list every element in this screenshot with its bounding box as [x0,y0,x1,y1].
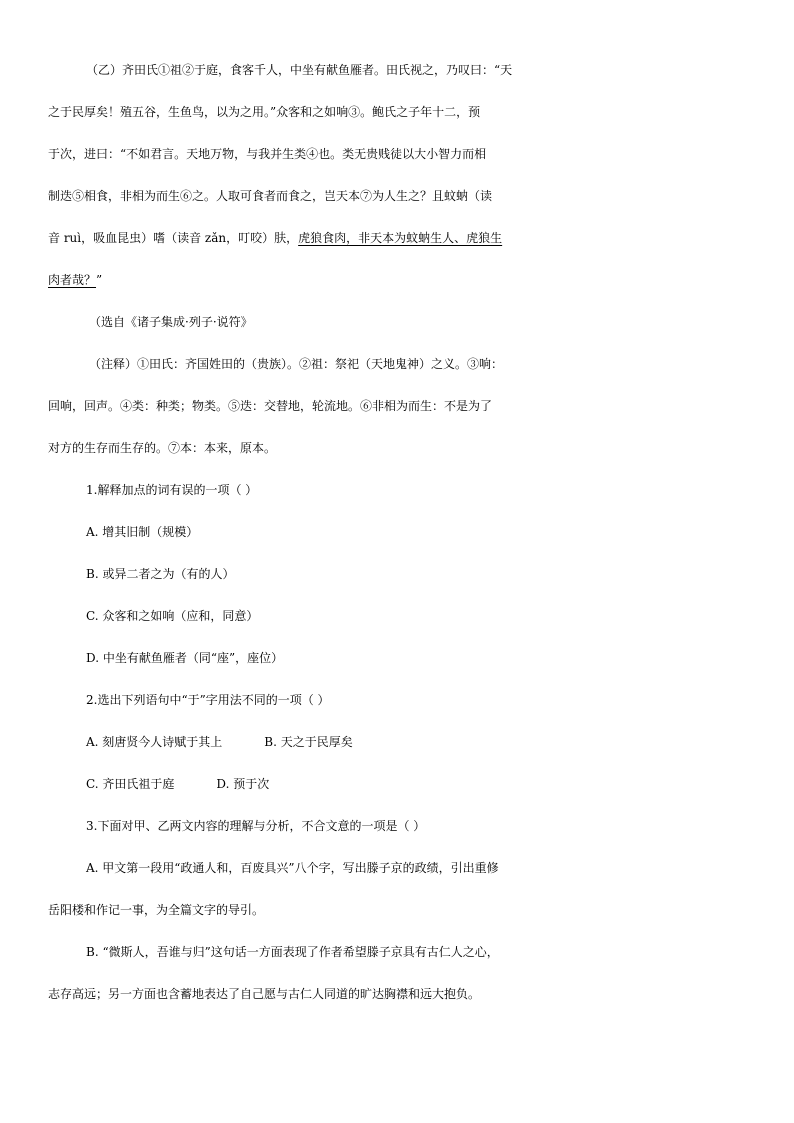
question-2-option-a: A. 刻唐贤今人诗赋于其上 [86,735,223,749]
passage-line-1: （乙）齐田氏①祖②于庭，食客千人，中坐有献鱼雁者。田氏视之，乃叹曰：“天 [86,63,513,77]
question-2-options-row-1 [0,731,794,753]
question-2-option-d: D. 预于次 [216,777,270,791]
question-1-option-d: D. 中坐有献鱼雁者（同“座”，座位） [86,651,284,665]
notes-line-1: （注释）①田氏：齐国姓田的（贵族）。②祖：祭祀（天地鬼神）之义。③响： [89,357,504,371]
question-2-option-c: C. 齐田氏祖于庭 [86,777,175,791]
notes-line-2: 回响，回声。④类：种类；物类。⑤迭：交替地，轮流地。⑥非相为而生：不是为了 [48,399,493,413]
question-3-stem: 3.下面对甲、乙两文内容的理解与分析，不合文意的一项是（ ） [86,819,426,833]
question-2-stem: 2.选出下列语句中“于”字用法不同的一项（ ） [86,693,330,707]
question-2-options-row-2 [0,773,794,795]
passage-line-6 [0,269,794,291]
question-3-option-a-line-2: 岳阳楼和作记一事，为全篇文字的导引。 [48,903,265,917]
underlined-sentence-part-2: 肉者哉？ [48,273,97,287]
passage-line-3: 于次，进曰：“不如君言。天地万物，与我并生类④也。类无贵贱徒以大小智力而相 [48,147,487,161]
question-2-option-b: B. 天之于民厚矣 [264,735,353,749]
question-3-option-b-line-1: B. “微斯人，吾谁与归”这句话一方面表现了作者希望滕子京具有古仁人之心， [86,945,499,959]
question-3-option-a-line-1: A. 甲文第一段用“政通人和，百废具兴”八个字，写出滕子京的政绩，引出重修 [86,861,499,875]
notes-line-3: 对方的生存而生存的。⑦本：本来，原本。 [48,441,277,455]
question-1-option-b: B. 或异二者之为（有的人） [86,567,235,581]
passage-line-4: 制迭⑤相食，非相为而生⑥之。人取可食者而食之，岂天本⑦为人生之？且蚊蚋（读 [48,189,493,203]
source-citation: （选自《诸子集成·列子·说符》 [89,315,253,329]
question-1-option-a: A. 增其旧制（规模） [86,525,199,539]
passage-line-5 [0,227,794,249]
passage-line-2: 之于民厚矣！殖五谷，生鱼鸟，以为之用。”众客和之如响③。鲍氏之子年十二，预 [48,105,481,119]
passage-line-5-text: 音 ruì，吸血昆虫）嗜（读音 zǎn，叮咬）肤， [48,231,299,245]
closing-quote: ” [96,273,103,287]
question-3-option-b-line-2: 志存高远；另一方面也含蓄地表达了自己愿与古仁人同道的旷达胸襟和远大抱负。 [48,987,481,1001]
question-1-option-c: C. 众客和之如响（应和，同意） [86,609,259,623]
question-1-stem: 1.解释加点的词有误的一项（ ） [86,483,258,497]
underlined-sentence-part-1: 虎狼食肉，非天本为蚊蚋生人、虎狼生 [298,231,503,245]
